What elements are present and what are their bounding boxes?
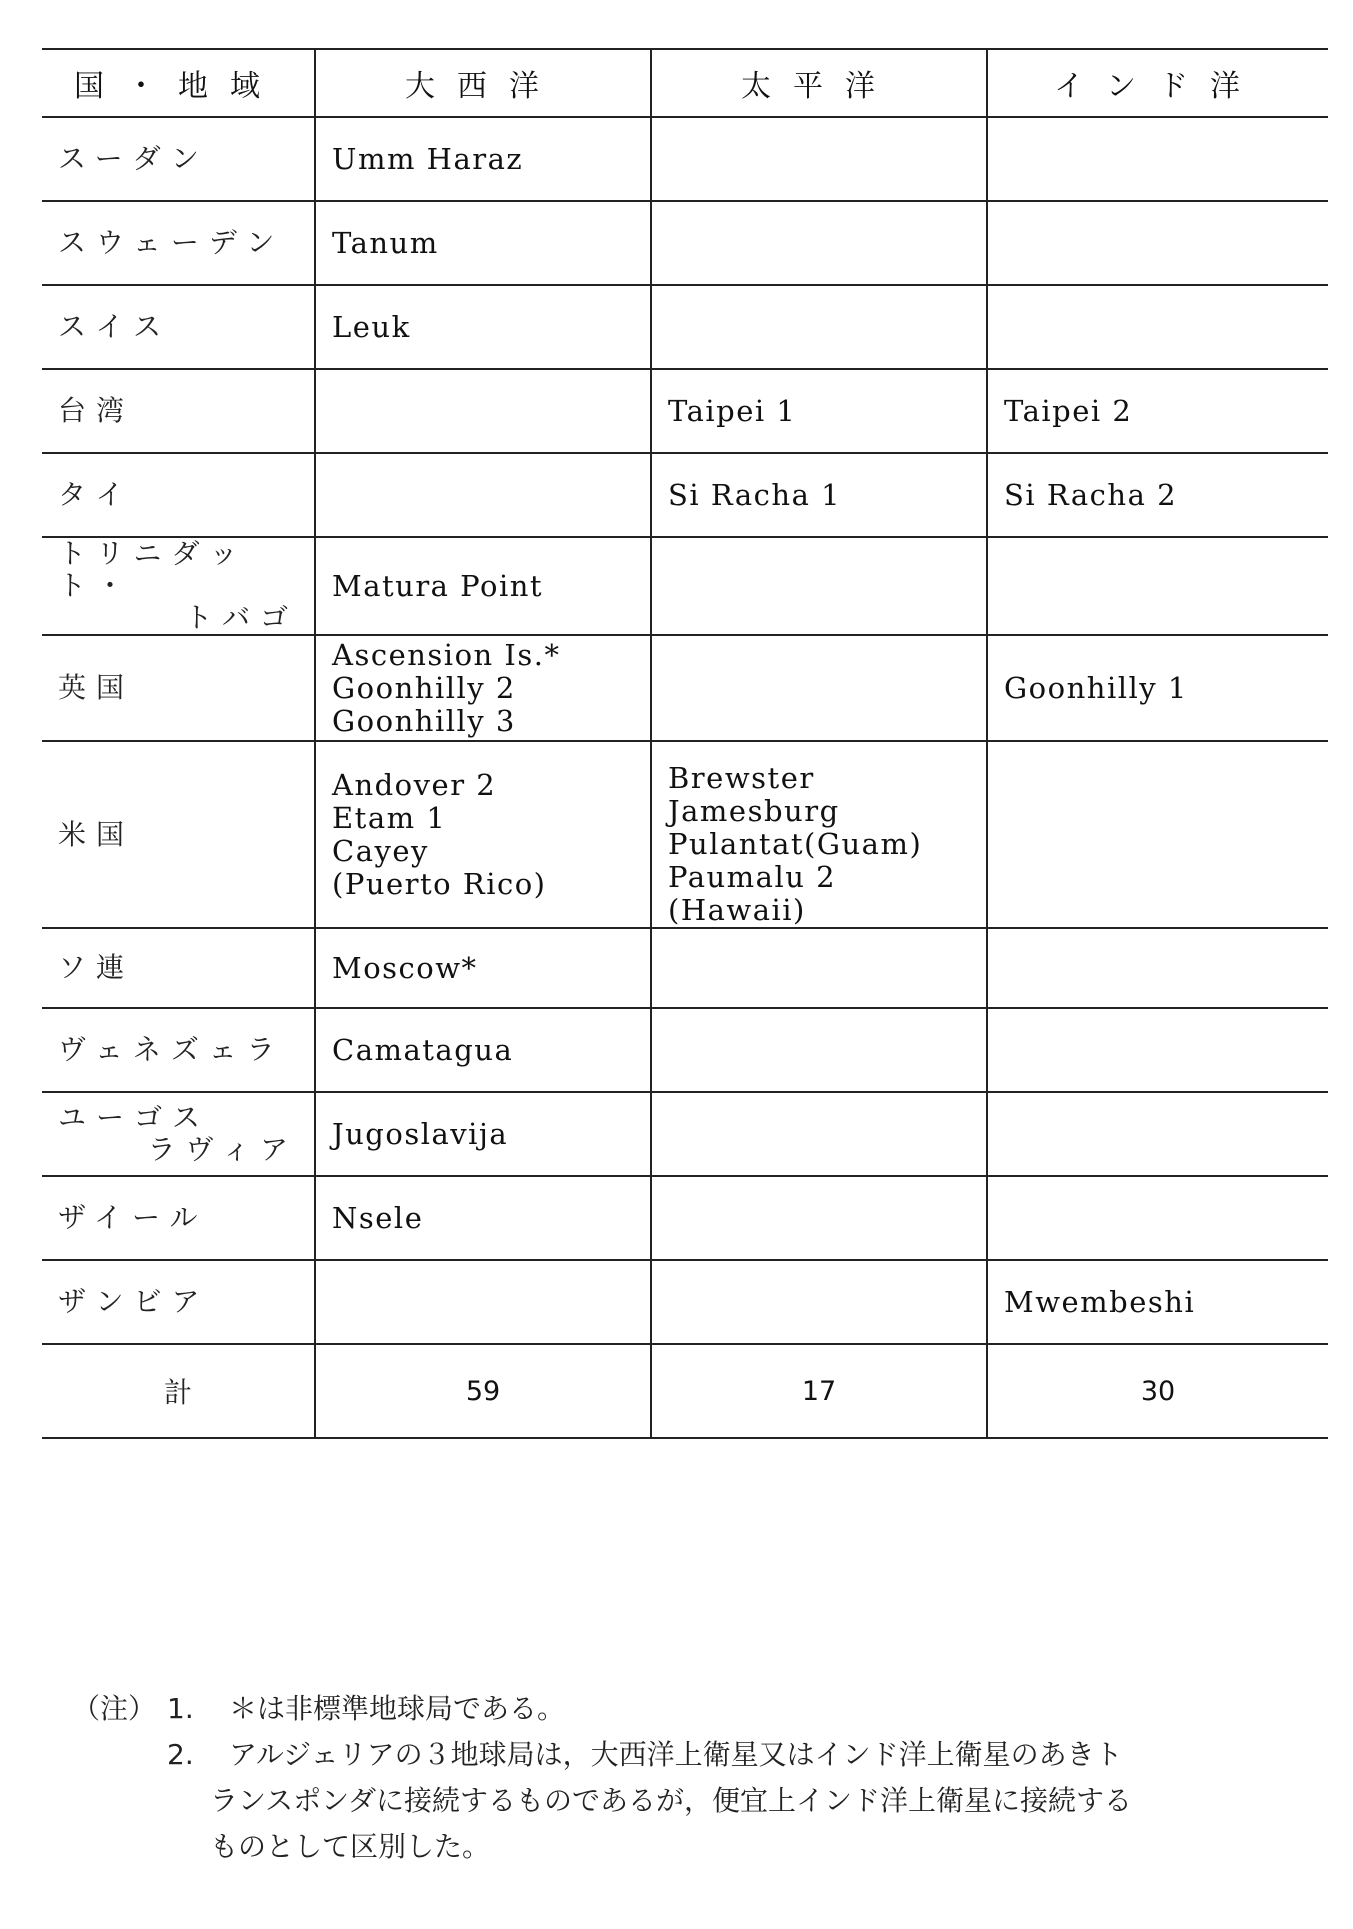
region-cell — [42, 928, 315, 1008]
atlantic-station-cell — [315, 1008, 651, 1092]
station-name: Matura Point — [332, 568, 544, 603]
region-name: ラヴィア — [147, 1133, 298, 1166]
footnote-2-continued: ランスポンダに接続するものであるが，便宜上インド洋上衛星に接続する — [210, 1784, 1133, 1817]
atlantic-station-cell — [315, 1092, 651, 1176]
station-name: Brewster — [668, 761, 815, 795]
station-name: Paumalu 2 — [668, 860, 837, 894]
indian-station-cell — [987, 369, 1328, 453]
indian-station-cell — [987, 928, 1328, 1008]
region-name: 米国 — [58, 817, 135, 851]
indian-station-cell — [987, 635, 1328, 741]
pacific-station-cell — [651, 453, 987, 537]
region-cell — [42, 1008, 315, 1092]
station-name: (Hawaii) — [668, 893, 806, 927]
pacific-station-cell — [651, 537, 987, 635]
region-cell — [42, 1260, 315, 1344]
region-cell — [42, 537, 315, 635]
table-row — [42, 928, 1328, 1008]
region-cell — [42, 1092, 315, 1176]
region-cell — [42, 741, 315, 928]
station-name: Si Racha 1 — [668, 477, 842, 512]
pacific-station-cell — [651, 117, 987, 201]
station-name: Goonhilly 1 — [1004, 670, 1188, 705]
indian-station-cell — [987, 1008, 1328, 1092]
station-name: Jamesburg — [668, 794, 840, 828]
station-name: Etam 1 — [332, 800, 447, 835]
earth-station-table — [42, 48, 1328, 1439]
atlantic-station-cell — [315, 201, 651, 285]
header-atlantic: 大西洋 — [315, 49, 651, 117]
atlantic-station-cell — [315, 1260, 651, 1344]
footnote-label: （注） — [72, 1692, 157, 1725]
table-row — [42, 635, 1328, 741]
footnote-2 — [72, 1732, 1312, 1778]
station-name: Taipei 2 — [1004, 393, 1133, 428]
station-name: Mwembeshi — [1004, 1284, 1196, 1319]
footnotes — [72, 1686, 1312, 1870]
region-name: 英国 — [58, 671, 135, 704]
table-row — [42, 285, 1328, 369]
indian-station-cell — [987, 453, 1328, 537]
region-cell — [42, 201, 315, 285]
pacific-station-cell — [651, 369, 987, 453]
table-row — [42, 741, 1328, 928]
station-name: Ascension Is.* — [332, 637, 561, 672]
table-row — [42, 1092, 1328, 1176]
total-pacific: 17 — [651, 1344, 987, 1438]
pacific-station-cell — [651, 928, 987, 1008]
station-name: Goonhilly 2 — [332, 670, 516, 705]
pacific-station-cell — [651, 201, 987, 285]
station-name: Jugoslavija — [332, 1116, 509, 1151]
atlantic-station-cell — [315, 285, 651, 369]
pacific-station-cell — [651, 1176, 987, 1260]
footnote-text: ＊は非標準地球局である。 — [229, 1692, 566, 1725]
atlantic-station-cell — [315, 1176, 651, 1260]
region-name: トリニダット・ — [58, 537, 248, 602]
total-label: 計 — [42, 1344, 315, 1438]
region-name: スウェーデン — [58, 226, 285, 259]
station-name: Cayey — [332, 833, 429, 868]
atlantic-station-cell — [315, 741, 651, 928]
pacific-station-cell — [651, 1092, 987, 1176]
region-name: ザイール — [58, 1201, 208, 1234]
region-name: スイス — [58, 310, 172, 343]
indian-station-cell — [987, 117, 1328, 201]
atlantic-station-cell — [315, 928, 651, 1008]
table-header-row — [42, 49, 1328, 117]
total-atlantic: 59 — [315, 1344, 651, 1438]
footnote-2-continued: ものとして区別した。 — [210, 1830, 491, 1863]
table-row — [42, 1260, 1328, 1344]
station-name: Goonhilly 3 — [332, 703, 516, 738]
station-name: (Puerto Rico) — [332, 866, 547, 901]
station-name: Pulantat(Guam) — [668, 827, 923, 861]
region-name: スーダン — [58, 142, 209, 175]
atlantic-station-cell — [315, 369, 651, 453]
table-row — [42, 453, 1328, 537]
region-cell — [42, 1176, 315, 1260]
region-name: ソ連 — [58, 951, 135, 984]
region-cell — [42, 453, 315, 537]
station-name: Moscow* — [332, 950, 478, 985]
indian-station-cell — [987, 201, 1328, 285]
table-row — [42, 537, 1328, 635]
station-name: Umm Haraz — [332, 141, 524, 176]
region-cell — [42, 117, 315, 201]
footnote-1 — [72, 1686, 1312, 1732]
indian-station-cell — [987, 537, 1328, 635]
header-indian: インド洋 — [987, 49, 1328, 117]
station-name: Nsele — [332, 1200, 424, 1235]
table-row — [42, 201, 1328, 285]
table-row — [42, 369, 1328, 453]
footnote-number: 2. — [167, 1738, 194, 1771]
indian-station-cell — [987, 285, 1328, 369]
table-row — [42, 1176, 1328, 1260]
pacific-station-cell — [651, 635, 987, 741]
atlantic-station-cell — [315, 635, 651, 741]
pacific-station-cell — [651, 285, 987, 369]
indian-station-cell — [987, 1176, 1328, 1260]
region-name: ヴェネズェラ — [58, 1033, 285, 1066]
region-cell — [42, 635, 315, 741]
station-name: Tanum — [332, 225, 439, 260]
total-row — [42, 1344, 1328, 1438]
region-cell — [42, 369, 315, 453]
table-body — [42, 117, 1328, 1438]
indian-station-cell — [987, 1092, 1328, 1176]
region-name: 台湾 — [58, 394, 135, 427]
atlantic-station-cell — [315, 117, 651, 201]
header-region: 国・地域 — [42, 49, 315, 117]
region-name: タイ — [58, 478, 134, 511]
station-name: Leuk — [332, 309, 411, 344]
region-name: トバゴ — [184, 601, 298, 634]
table-row — [42, 1008, 1328, 1092]
header-pacific: 太平洋 — [651, 49, 987, 117]
region-name: ユーゴス — [58, 1101, 211, 1134]
footnote-text: アルジェリアの３地球局は，大西洋上衛星又はインド洋上衛星のあきト — [229, 1738, 1123, 1771]
pacific-station-cell — [651, 741, 987, 928]
atlantic-station-cell — [315, 537, 651, 635]
station-name: Andover 2 — [332, 767, 497, 802]
pacific-station-cell — [651, 1260, 987, 1344]
total-indian: 30 — [987, 1344, 1328, 1438]
footnote-number: 1. — [167, 1692, 194, 1725]
indian-station-cell — [987, 741, 1328, 928]
station-name: Si Racha 2 — [1004, 477, 1178, 512]
station-name: Camatagua — [332, 1032, 514, 1067]
indian-station-cell — [987, 1260, 1328, 1344]
station-name: Taipei 1 — [668, 393, 797, 428]
atlantic-station-cell — [315, 453, 651, 537]
table-row — [42, 117, 1328, 201]
region-name: ザンビア — [58, 1285, 210, 1318]
pacific-station-cell — [651, 1008, 987, 1092]
region-cell — [42, 285, 315, 369]
